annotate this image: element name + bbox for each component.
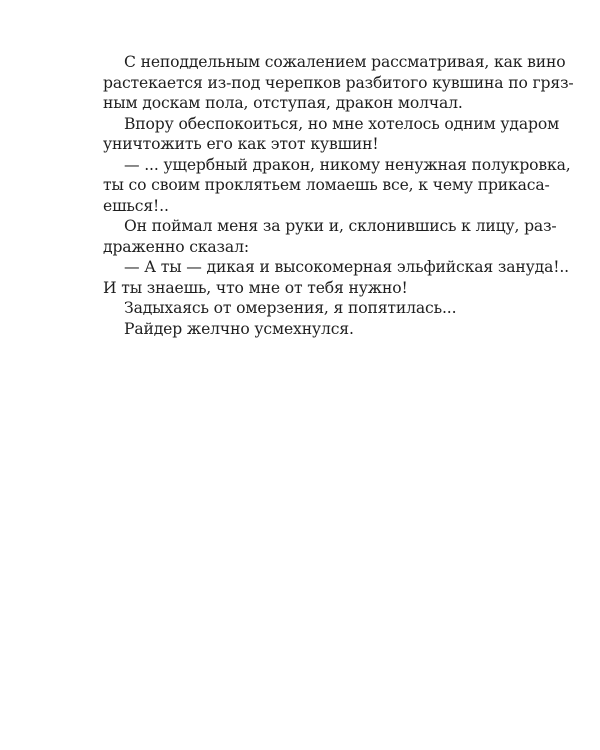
text-line: ным доскам пола, отступая, дракон молчал. xyxy=(103,94,463,112)
text-line: растекается из-под черепков разбитого кувшина по гряз- xyxy=(103,73,574,92)
text-line: Он поймал меня за руки и, склонившись к лицу, раз- xyxy=(124,217,557,235)
body-text xyxy=(103,52,574,339)
text-line: ешься!.. xyxy=(103,196,169,215)
text-line: драженно сказал: xyxy=(103,237,249,256)
text-line: Впору обеспокоиться, но мне хотелось одним ударом xyxy=(124,114,560,133)
text-line: уничтожить его как этот кувшин! xyxy=(103,135,379,153)
text-line: Райдер желчно усмехнулся. xyxy=(124,319,354,338)
text-line: — А ты — дикая и высокомерная эльфийская зануда!.. xyxy=(124,258,569,276)
text-line: И ты знаешь, что мне от тебя нужно! xyxy=(103,278,408,297)
text-line: Задыхаясь от омерзения, я попятилась... xyxy=(124,299,457,317)
text-line: ты со своим проклятьем ломаешь все, к чему прикаса- xyxy=(103,176,550,194)
text-line: С неподдельным сожалением рассматривая, как вино xyxy=(124,53,566,71)
text-line: — ... ущербный дракон, никому ненужная полукровка, xyxy=(124,155,571,174)
